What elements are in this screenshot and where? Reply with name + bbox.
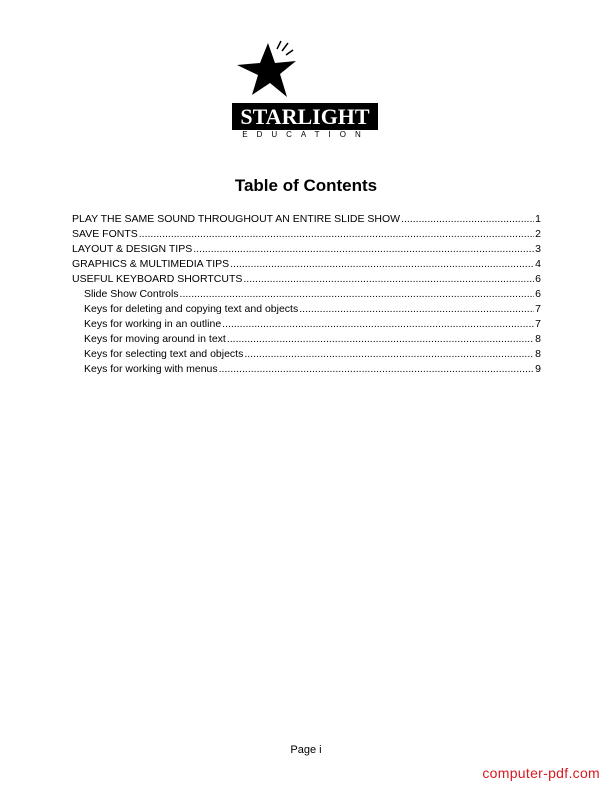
toc-entry[interactable] bbox=[72, 212, 541, 227]
toc-entry[interactable] bbox=[72, 242, 541, 257]
toc-entry-page: 8 bbox=[535, 348, 541, 360]
toc-dot-leader bbox=[401, 212, 534, 227]
toc-entry[interactable] bbox=[72, 287, 541, 302]
toc-entry-text: Keys for selecting text and objects bbox=[84, 348, 244, 360]
toc-entry-text: LAYOUT & DESIGN TIPS bbox=[72, 243, 193, 255]
toc-list bbox=[72, 212, 541, 377]
toc-entry-page: 3 bbox=[535, 243, 541, 255]
toc-entry-text: Keys for working in an outline bbox=[84, 318, 222, 330]
toc-entry[interactable] bbox=[72, 257, 541, 272]
starlight-education-logo bbox=[230, 35, 380, 140]
toc-entry-page: 6 bbox=[535, 273, 541, 285]
toc-entry-page: 2 bbox=[535, 228, 541, 240]
toc-entry[interactable] bbox=[72, 332, 541, 347]
toc-entry-text: Keys for working with menus bbox=[84, 363, 218, 375]
toc-entry-text: USEFUL KEYBOARD SHORTCUTS bbox=[72, 273, 243, 285]
toc-dot-leader bbox=[139, 227, 534, 242]
toc-entry-page: 7 bbox=[535, 303, 541, 315]
shooting-star-icon bbox=[230, 35, 380, 105]
toc-dot-leader bbox=[230, 257, 534, 272]
toc-title: Table of Contents bbox=[234, 176, 378, 195]
page-number-footer: Page i bbox=[290, 744, 322, 756]
toc-entry-page: 9 bbox=[535, 363, 541, 375]
toc-entry-text: SAVE FONTS bbox=[72, 228, 138, 240]
toc-entry-text: Keys for deleting and copying text and objects bbox=[84, 303, 299, 315]
toc-entry-text: Slide Show Controls bbox=[84, 288, 179, 300]
toc-dot-leader bbox=[243, 272, 534, 287]
toc-dot-leader bbox=[180, 287, 535, 302]
site-watermark: computer-pdf.com bbox=[482, 765, 600, 781]
toc-dot-leader bbox=[193, 242, 534, 257]
toc-entry-page: 1 bbox=[535, 213, 541, 225]
toc-dot-leader bbox=[244, 347, 534, 362]
toc-entry[interactable] bbox=[72, 347, 541, 362]
toc-entry-page: 4 bbox=[535, 258, 541, 270]
toc-entry[interactable] bbox=[72, 272, 541, 287]
logo-subtitle: EDUCATION bbox=[242, 130, 370, 139]
toc-entry-page: 8 bbox=[535, 333, 541, 345]
toc-dot-leader bbox=[227, 332, 534, 347]
toc-entry-page: 6 bbox=[535, 288, 541, 300]
toc-entry[interactable] bbox=[72, 302, 541, 317]
toc-entry-page: 7 bbox=[535, 318, 541, 330]
toc-entry-text: PLAY THE SAME SOUND THROUGHOUT AN ENTIRE SLIDE SHOW bbox=[72, 213, 401, 225]
toc-entry-text: Keys for moving around in text bbox=[84, 333, 226, 345]
toc-entry[interactable] bbox=[72, 227, 541, 242]
toc-entry[interactable] bbox=[72, 362, 541, 377]
toc-entry-text: GRAPHICS & MULTIMEDIA TIPS bbox=[72, 258, 230, 270]
toc-dot-leader bbox=[299, 302, 534, 317]
toc-dot-leader bbox=[222, 317, 534, 332]
logo-wordmark: STARLIGHT bbox=[240, 104, 370, 129]
toc-dot-leader bbox=[219, 362, 535, 377]
toc-entry[interactable] bbox=[72, 317, 541, 332]
